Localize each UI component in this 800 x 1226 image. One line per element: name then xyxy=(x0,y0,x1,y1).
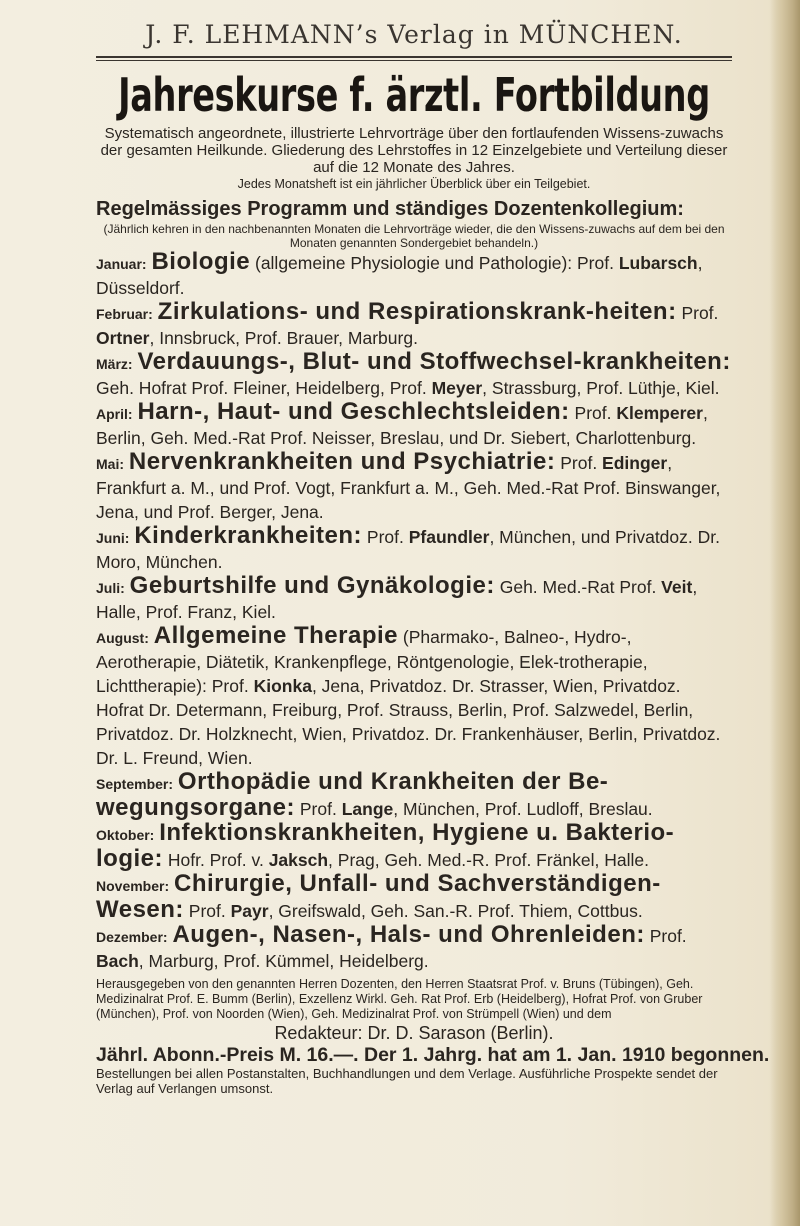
month-entry xyxy=(96,821,732,872)
entry-rest: , Halle, Prof. Franz, Kiel. xyxy=(96,577,698,622)
month-label: Juni: xyxy=(96,530,130,546)
month-entry xyxy=(96,872,732,923)
month-label: Juli: xyxy=(96,580,125,596)
entry-detail: Prof. xyxy=(644,926,687,946)
entry-detail: Prof. xyxy=(569,403,617,423)
banner-title: Jahreskurse f. ärztl. Fortbildung xyxy=(118,68,710,122)
lecturer-name: Veit xyxy=(661,577,693,597)
topic-title: Orthopädie und Krankheiten der Be-wegungsorgane: xyxy=(96,768,609,821)
month-entry xyxy=(96,350,732,400)
double-rule xyxy=(96,56,732,61)
publisher-line: J. F. LEHMANN’s Verlag in MÜNCHEN. xyxy=(145,20,683,49)
topic-title: Allgemeine Therapie xyxy=(153,622,399,649)
month-label: September: xyxy=(96,776,174,792)
lecturer-name: Meyer xyxy=(431,378,483,398)
topic-title: Verdauungs-, Blut- und Stoffwechsel-krankheiten: xyxy=(137,348,731,375)
topic-title: Harn-, Haut- und Geschlechtsleiden: xyxy=(137,398,570,425)
month-label: Januar: xyxy=(96,256,147,272)
entry-detail: (Pharmako-, Balneo-, Hydro-, Aerotherapie, Diätetik, Krankenpflege, Röntgenologie, Elek-trotherapie, Lichttherapie): Prof. xyxy=(96,627,648,696)
month-entry xyxy=(96,524,732,574)
lecturer-name: Kionka xyxy=(253,676,312,696)
intro-text: Systematisch angeordnete, illustrierte Lehrvorträge über den fortlaufenden Wissens-zuwachs der gesamten Heilkunde. Gliederung des Lehrstoffes in 12 Einzelgebiete und Verteilung dieser auf die 12 Monate des Jahres. xyxy=(100,125,728,176)
topic-title: Augen-, Nasen-, Hals- und Ohrenleiden: xyxy=(172,921,645,948)
entry-rest: , Greifswald, Geh. San.-R. Prof. Thiem, Cottbus. xyxy=(268,901,643,921)
editors-note: Herausgegeben von den genannten Herren Dozenten, den Herren Staatsrat Prof. v. Bruns (Tübingen), Geh. Medizinalrat Prof. E. Bumm (Berlin), Exzellenz Wirkl. Geh. Rat Prof. Erb (Heidelberg), Hofrat Prof. von Gruber (München), Prof. von Noorden (Wien), Geh. Medizinalrat Prof. von Strümpell (Wien) und dem xyxy=(96,977,703,1021)
lecturer-name: Jaksch xyxy=(268,850,329,870)
entry-rest: , Frankfurt a. M., und Prof. Vogt, Frankfurt a. M., Geh. Med.-Rat Prof. Binswanger, Jena, und Prof. Berger, Jena. xyxy=(96,453,721,522)
entry-rest: , Strassburg, Prof. Lüthje, Kiel. xyxy=(482,378,720,398)
lecturer-name: Ortner xyxy=(96,328,150,348)
entry-rest: , München, Prof. Ludloff, Breslau. xyxy=(393,799,653,819)
monthly-note: Jedes Monatsheft ist ein jährlicher Überblick über ein Teilgebiet. xyxy=(237,177,591,191)
month-label: Mai: xyxy=(96,456,124,472)
entry-detail: Geh. Med.-Rat Prof. xyxy=(494,577,662,597)
program-note: (Jährlich kehren in den nachbenannten Monaten die Lehrvorträge wieder, die den Wissens-zuwachs auf dem bei den Monaten genannten Sondergebiet behandeln.) xyxy=(103,222,725,250)
price-line: Jährl. Abonn.-Preis M. 16.—. Der 1. Jahrg. hat am 1. Jan. 1910 begonnen. xyxy=(96,1044,770,1066)
lecturer-name: Pfaundler xyxy=(408,527,490,547)
lecturer-name: Payr xyxy=(230,901,269,921)
entry-detail: Prof. xyxy=(183,901,231,921)
entry-rest: , Prag, Geh. Med.-R. Prof. Fränkel, Halle. xyxy=(328,850,649,870)
topic-title: Kinderkrankheiten: xyxy=(134,522,363,549)
entry-rest: , München, und Privatdoz. Dr. Moro, München. xyxy=(96,527,720,572)
month-label: November: xyxy=(96,878,170,894)
entry-detail: Hofr. Prof. v. xyxy=(163,850,269,870)
lecturer-name: Edinger xyxy=(602,453,668,473)
month-label: April: xyxy=(96,406,133,422)
lecturer-name: Lange xyxy=(341,799,394,819)
month-label: Dezember: xyxy=(96,929,168,945)
document-body xyxy=(96,18,770,1096)
month-entry xyxy=(96,400,732,450)
month-label: März: xyxy=(96,356,133,372)
entry-rest: , Innsbruck, Prof. Brauer, Marburg. xyxy=(149,328,418,348)
order-note: Bestellungen bei allen Postanstalten, Buchhandlungen und dem Verlage. Ausführliche Prospekte sendet der Verlag auf Verlangen umsonst. xyxy=(96,1066,718,1096)
redakteur-line: Redakteur: Dr. D. Sarason (Berlin). xyxy=(274,1023,554,1043)
month-entry xyxy=(96,250,732,300)
month-label: Oktober: xyxy=(96,827,155,843)
program-heading: Regelmässiges Programm und ständiges Dozentenkollegium: xyxy=(96,198,684,220)
page-edge-shadow xyxy=(770,0,800,1226)
lecturer-name: Klemperer xyxy=(616,403,703,423)
entry-detail: Prof. xyxy=(676,303,719,323)
month-label: August: xyxy=(96,630,149,646)
entry-detail: Prof. xyxy=(362,527,409,547)
month-entry xyxy=(96,770,732,821)
entry-detail: Prof. xyxy=(295,799,342,819)
entry-rest: , Düsseldorf. xyxy=(96,253,703,298)
topic-title: Infektionskrankheiten, Hygiene u. Bakterio-logie: xyxy=(96,819,675,872)
topic-title: Zirkulations- und Respirationskrank-heiten: xyxy=(157,298,677,325)
month-entry xyxy=(96,624,732,770)
entry-detail: Prof. xyxy=(555,453,603,473)
entry-detail: Geh. Hofrat Prof. Fleiner, Heidelberg, Prof. xyxy=(96,378,432,398)
month-entry xyxy=(96,574,732,624)
lecturer-name: Bach xyxy=(96,951,139,971)
topic-title: Nervenkrankheiten und Psychiatrie: xyxy=(128,448,556,475)
topic-title: Geburtshilfe und Gynäkologie: xyxy=(129,572,495,599)
entry-rest: , Berlin, Geh. Med.-Rat Prof. Neisser, Breslau, und Dr. Siebert, Charlottenburg. xyxy=(96,403,708,448)
month-label: Februar: xyxy=(96,306,153,322)
lecturer-name: Lubarsch xyxy=(618,253,698,273)
entry-detail: (allgemeine Physiologie und Pathologie): Prof. xyxy=(250,253,619,273)
topic-title: Chirurgie, Unfall- und Sachverständigen-Wesen: xyxy=(96,870,661,923)
topic-title: Biologie xyxy=(151,248,251,275)
month-entry xyxy=(96,450,732,524)
month-entry xyxy=(96,923,732,973)
entry-rest: , Jena, Privatdoz. Dr. Strasser, Wien, Privatdoz. Hofrat Dr. Determann, Freiburg, Prof. Strauss, Berlin, Prof. Salzwedel, Berlin, Privatdoz. Dr. Holzknecht, Wien, Privatdoz. Dr. Frankenhäuser, Berlin, Privatdoz. Dr. L. Freund, Wien. xyxy=(96,676,721,768)
entry-rest: , Marburg, Prof. Kümmel, Heidelberg. xyxy=(138,951,429,971)
month-entry xyxy=(96,300,732,350)
month-list xyxy=(96,250,732,973)
